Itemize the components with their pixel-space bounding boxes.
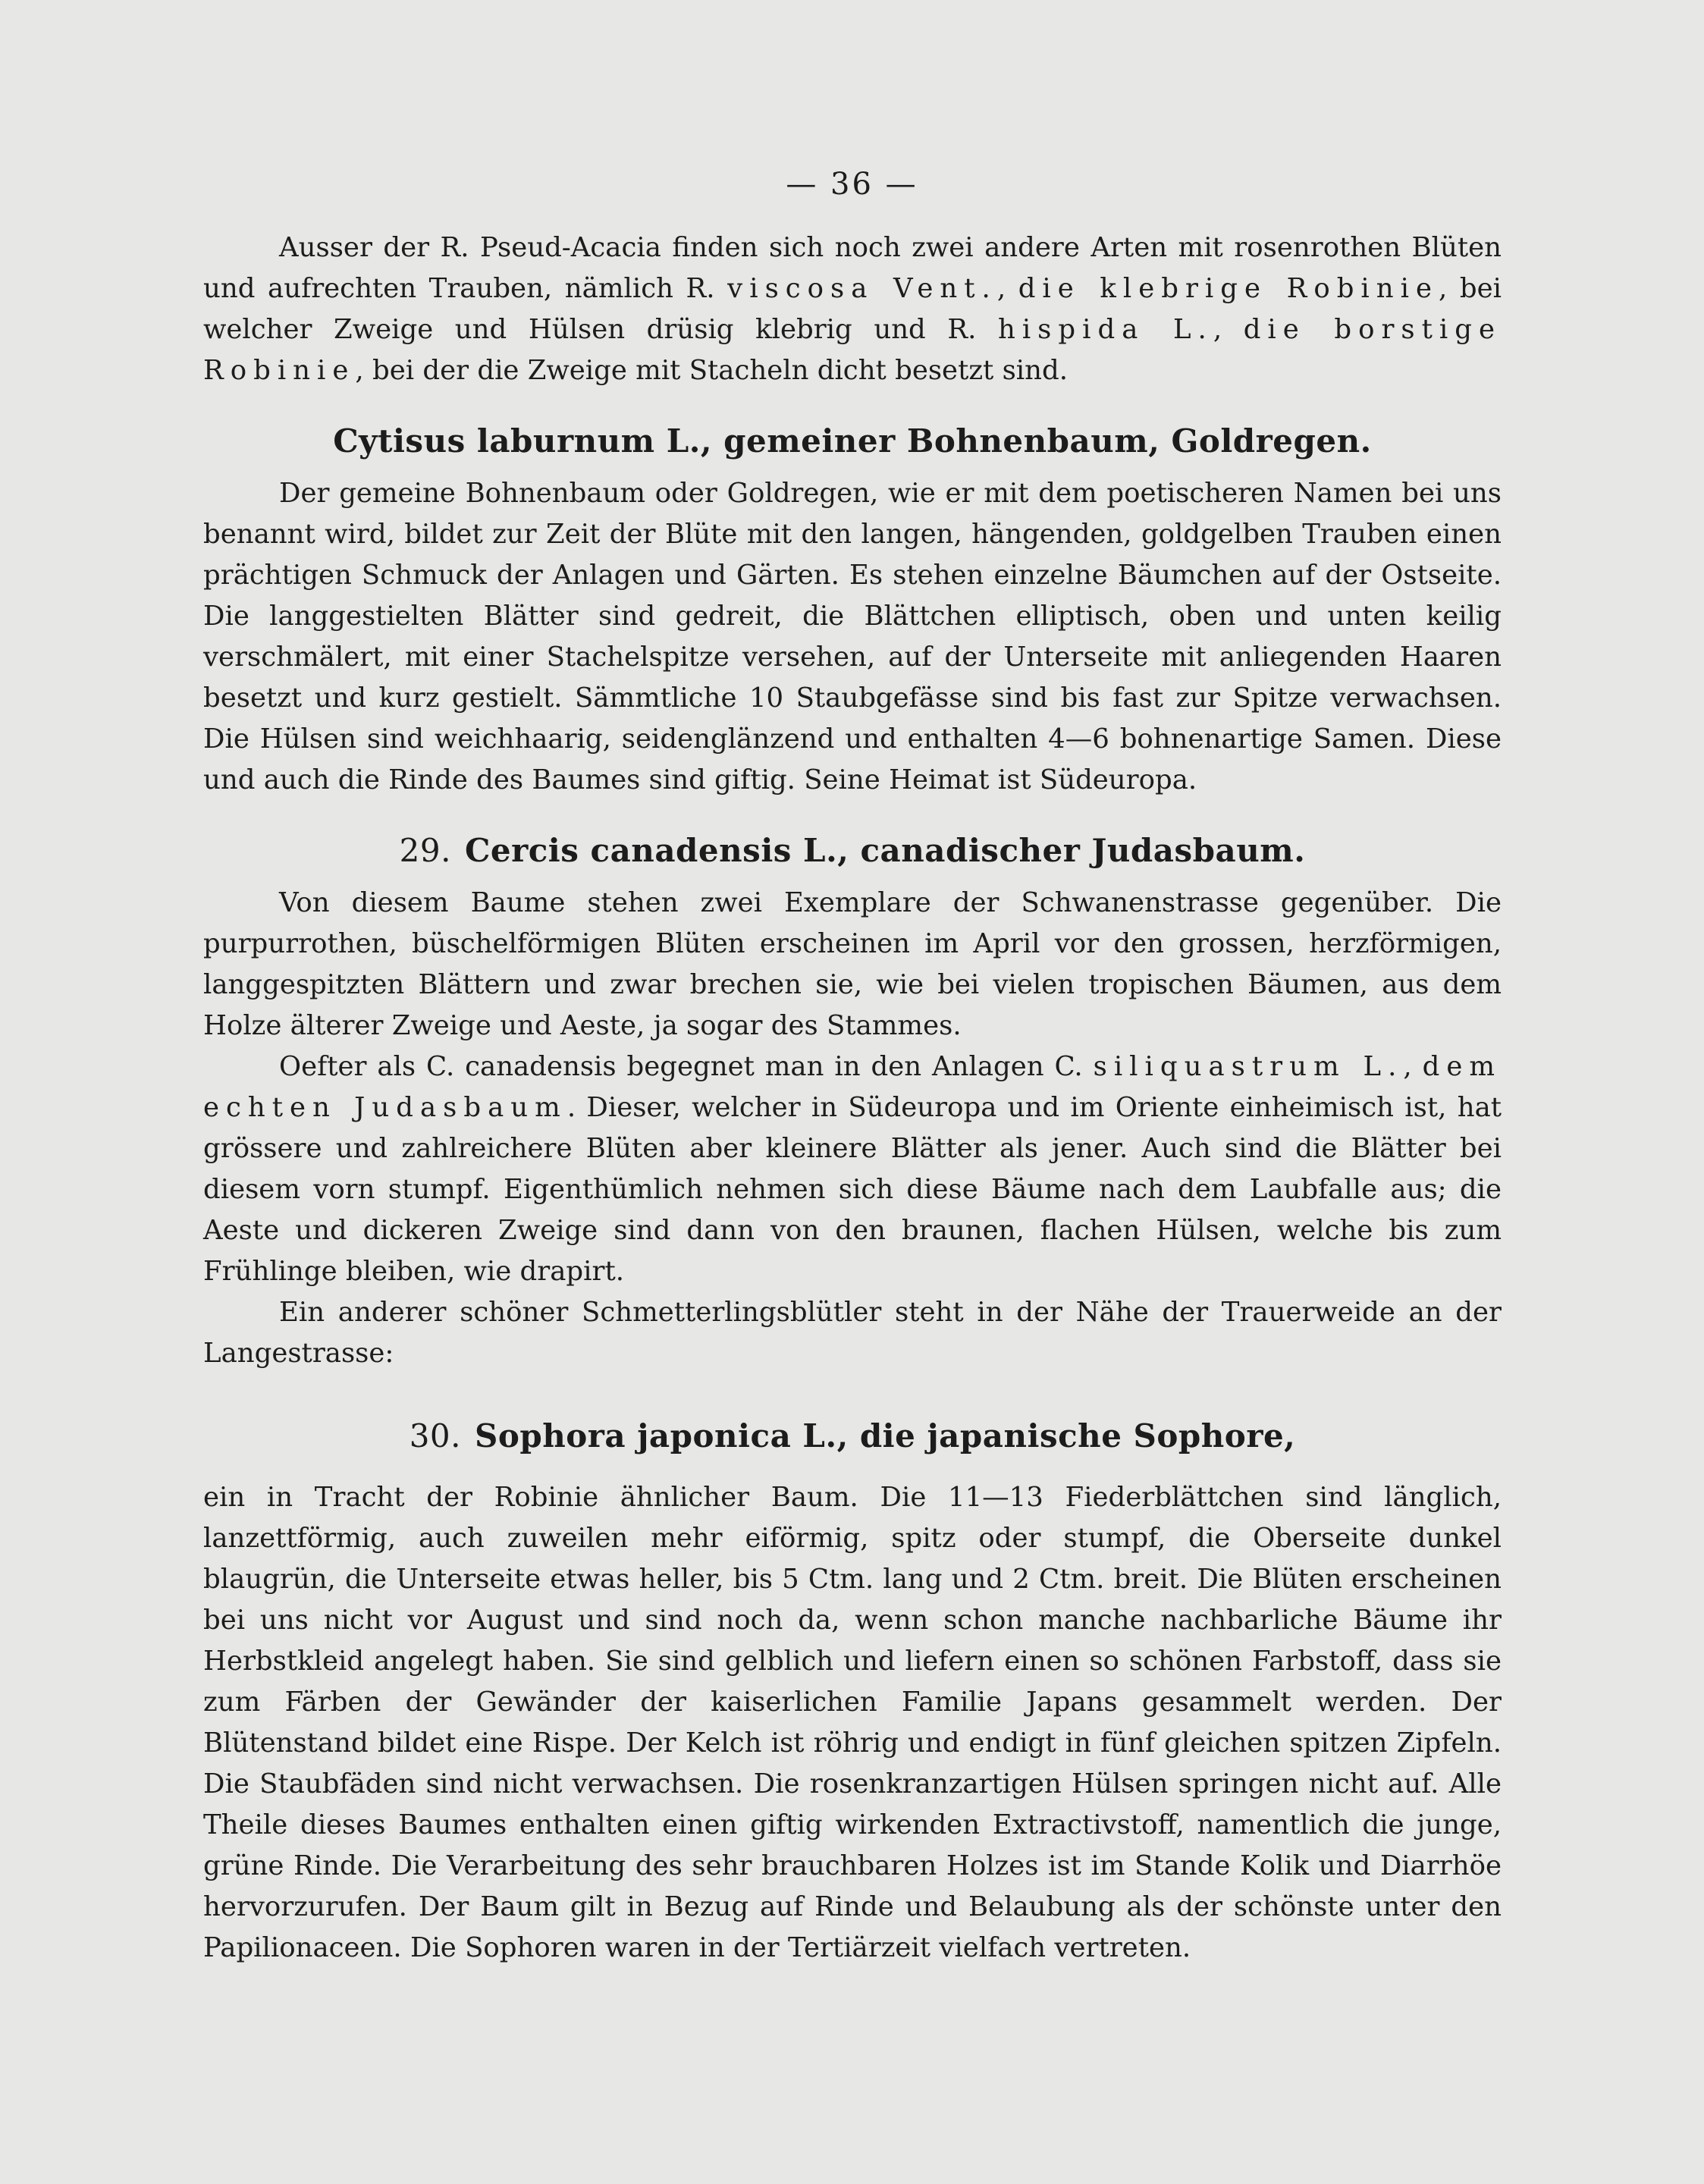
cercis-text-1: Oefter als C. canadensis begegnet man in den Anlagen C.	[279, 1051, 1094, 1082]
common-name-echter-judasbaum: dem echten Judasbaum	[203, 1051, 1502, 1123]
species-name-siliquastrum: siliquastrum L.	[1093, 1051, 1404, 1082]
common-name-borstige: die borstige Robinie	[203, 314, 1502, 386]
intro-text-3: , bei welcher Zweige und Hülsen drüsig klebrig und R.	[203, 273, 1502, 345]
cercis-text-3: . Dieser, welcher in Südeuropa und im Oriente einheimisch ist, hat grössere und zahlreichere Blüten aber kleinere Blätter als jener. Auch sind die Blätter bei diesem vorn stumpf. Eigenthümlich nehmen sich diese Bäume nach dem Laubfalle aus; die Aeste und dickeren Zweige sind dann von den braunen, flachen Hülsen, welche bis zum Frühlinge bleiben, wie drapirt.	[203, 1092, 1502, 1287]
intro-paragraph	[203, 228, 1502, 391]
species-name-hispida: hispida L.	[997, 314, 1213, 345]
heading-sophora-title: Sophora japonica L., die japanische Sophore,	[475, 1417, 1296, 1454]
intro-text-1: Ausser der R. Pseud-Acacia finden sich noch zwei andere Arten mit rosenrothen Blüten und aufrechten Trauben, nämlich R.	[203, 232, 1502, 304]
intro-text-5: , bei der die Zweige mit Stacheln dicht besetzt sind.	[355, 355, 1069, 386]
cercis-text-2: ,	[1403, 1051, 1423, 1082]
page-content	[203, 228, 1502, 1969]
heading-sophora	[203, 1414, 1502, 1459]
intro-text-4: ,	[1213, 314, 1244, 345]
cercis-paragraph-2	[203, 1046, 1502, 1292]
heading-cercis	[203, 828, 1502, 874]
section-number-29: 29.	[399, 832, 451, 869]
cytisus-paragraph: Der gemeine Bohnenbaum oder Goldregen, wie er mit dem poetischeren Namen bei uns benannt wird, bildet zur Zeit der Blüte mit den langen, hängenden, goldgelben Trauben einen prächtigen Schmuck der Anlagen und Gärten. Es stehen einzelne Bäumchen auf der Ostseite. Die langgestielten Blätter sind gedreit, die Blättchen elliptisch, oben und unten keilig verschmälert, mit einer Stachelspitze versehen, auf der Unterseite mit anliegenden Haaren besetzt und kurz gestielt. Sämmtliche 10 Staubgefässe sind bis fast zur Spitze verwachsen. Die Hülsen sind weichhaarig, seidenglänzend und enthalten 4—6 bohnenartige Samen. Diese und auch die Rinde des Baumes sind giftig. Seine Heimat ist Südeuropa.	[203, 478, 1502, 795]
species-name-viscosa: viscosa Vent.	[727, 273, 997, 304]
section-number-30: 30.	[409, 1417, 461, 1454]
sophora-paragraph: ein in Tracht der Robinie ähnlicher Baum. Die 11—13 Fiederblättchen sind länglich, lanzettförmig, auch zuweilen mehr eiförmig, spitz oder stumpf, die Oberseite dunkel blaugrün, die Unterseite etwas heller, bis 5 Ctm. lang und 2 Ctm. breit. Die Blüten erscheinen bei uns nicht vor August und sind noch da, wenn schon manche nachbarliche Bäume ihr Herbstkleid angelegt haben. Sie sind gelblich und liefern einen so schönen Farbstoff, dass sie zum Färben der Gewänder der kaiserlichen Familie Japans gesammelt werden. Der Blütenstand bildet eine Rispe. Der Kelch ist röhrig und endigt in fünf gleichen spitzen Zipfeln. Die Staubfäden sind nicht verwachsen. Die rosenkranzartigen Hülsen springen nicht auf. Alle Theile dieses Baumes enthalten einen giftig wirkenden Extractivstoff, namentlich die junge, grüne Rinde. Die Verarbeitung des sehr brauchbaren Holzes ist im Stande Kolik und Diarrhöe hervorzurufen. Der Baum gilt in Bezug auf Rinde und Belaubung als der schönste unter den Papilionaceen. Die Sophoren waren in der Tertiärzeit vielfach vertreten.	[203, 1482, 1502, 1963]
cercis-paragraph-3: Ein anderer schöner Schmetterlingsblütler steht in der Nähe der Trauerweide an der Langestrasse:	[203, 1297, 1502, 1369]
intro-text-2: ,	[996, 273, 1018, 304]
page-number: — 36 —	[786, 167, 918, 202]
cercis-paragraph-1: Von diesem Baume stehen zwei Exemplare der Schwanenstrasse gegenüber. Die purpurrothen, büschelförmigen Blüten erscheinen im April vor den grossen, herzförmigen, langgespitzten Blättern und zwar brechen sie, wie bei vielen tropischen Bäumen, aus dem Holze älterer Zweige und Aeste, ja sogar des Stammes.	[203, 887, 1502, 1041]
heading-cytisus: Cytisus laburnum L., gemeiner Bohnenbaum, Goldregen.	[333, 422, 1372, 460]
heading-cercis-title: Cercis canadensis L., canadischer Judasbaum.	[464, 832, 1306, 869]
common-name-klebrige: die klebrige Robinie	[1018, 273, 1439, 304]
